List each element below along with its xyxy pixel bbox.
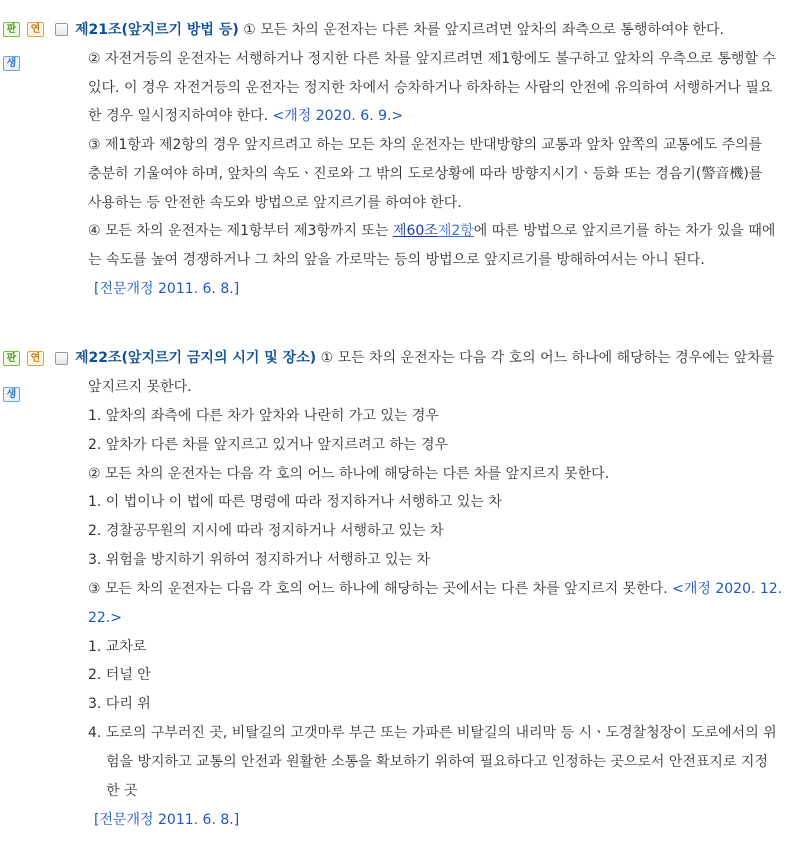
paragraph-line [88, 221, 775, 241]
article-title-line [75, 20, 724, 40]
item-text: 4. 도로의 구부러진 곳, 비탈길의 고갯마루 부근 또는 가파른 비탈길의 내리막 등 시ㆍ도경찰청장이 도로에서의 위 [88, 725, 777, 741]
item-text: 3. 위험을 방지하기 위하여 정지하거나 서행하고 있는 차 [88, 552, 431, 568]
amendment-note: <개정 2020. 12. [672, 581, 783, 597]
article-title[interactable]: 제22조(앞지르기 금지의 시기 및 장소) [75, 350, 317, 366]
item-text: 3. 다리 위 [88, 696, 151, 712]
paragraph-text: 충분히 기울여야 하며, 앞차의 속도ㆍ진로와 그 밖의 도로상황에 따라 방향지시기ㆍ등화 또는 경음기(警音機)를 [88, 166, 763, 182]
item-text: 험을 방지하고 교통의 안전과 원활한 소통을 확보하기 위하여 필요하다고 인정하는 곳으로서 안전표지로 지정 [106, 754, 768, 770]
amendment-note: 22.> [88, 610, 122, 626]
paragraph-text: 앞지르지 못한다. [88, 379, 192, 395]
full-amendment-note: [전문개정 2011. 6. 8.] [94, 281, 240, 297]
yeon-badge[interactable]: 연 [27, 22, 44, 37]
article-title[interactable]: 제21조(앞지르기 방법 등) [75, 22, 239, 38]
item-text: 1. 교차로 [88, 639, 147, 655]
article-checkbox[interactable] [55, 23, 68, 36]
paragraph-text: ③ 모든 차의 운전자는 다음 각 호의 어느 하나에 해당하는 곳에서는 다른 차를 앞지르지 못한다. [88, 581, 673, 597]
item-text: 1. 이 법이나 이 법에 따른 명령에 따라 정지하거나 서행하고 있는 차 [88, 494, 502, 510]
full-amendment-note: [전문개정 2011. 6. 8.] [94, 812, 240, 828]
item-text: 2. 경찰공무원의 지시에 따라 정지하거나 서행하고 있는 차 [88, 523, 444, 539]
paragraph-text: ① 모든 차의 운전자는 다음 각 호의 어느 하나에 해당하는 경우에는 앞차를 [316, 350, 775, 366]
pan-badge[interactable]: 판 [3, 22, 20, 37]
paragraph-text: 사용하는 등 안전한 속도와 방법으로 앞지르기를 하여야 한다. [88, 195, 462, 211]
pan-badge[interactable]: 판 [3, 351, 20, 366]
article-checkbox[interactable] [55, 352, 68, 365]
yeon-badge[interactable]: 연 [27, 351, 44, 366]
ref-paragraph-link[interactable]: 제2항 [437, 223, 474, 239]
item-text: 1. 앞차의 좌측에 다른 차가 앞차와 나란히 가고 있는 경우 [88, 408, 439, 424]
paragraph-text: ① 모든 차의 운전자는 다른 차를 앞지르려면 앞차의 좌측으로 통행하여야 한다. [238, 22, 724, 38]
item-text: 2. 터널 안 [88, 667, 151, 683]
paragraph-line [88, 579, 782, 599]
paragraph-text: 있다. 이 경우 자전거등의 운전자는 정지한 차에서 승차하거나 하차하는 사람의 안전에 유의하여 서행하거나 필요 [88, 80, 773, 96]
paragraph-text: 한 경우 일시정지하여야 한다. [88, 108, 273, 124]
saeng-badge[interactable]: 생 [3, 56, 20, 71]
paragraph-text: 에 따른 방법으로 앞지르기를 하는 차가 있을 때에 [473, 223, 776, 239]
paragraph-line [88, 106, 403, 126]
amendment-note: <개정 2020. 6. 9.> [272, 108, 404, 124]
paragraph-text: 는 속도를 높여 경쟁하거나 그 차의 앞을 가로막는 등의 방법으로 앞지르기를 방해하여서는 아니 된다. [88, 252, 705, 268]
article-title-line [75, 348, 774, 368]
paragraph-text: ② 자전거등의 운전자는 서행하거나 정지한 다른 차를 앞지르려면 제1항에도 불구하고 앞차의 우측으로 통행할 수 [88, 51, 776, 67]
item-text: 2. 앞차가 다른 차를 앞지르고 있거나 앞지르려고 하는 경우 [88, 437, 449, 453]
paragraph-text: ③ 제1항과 제2항의 경우 앞지르려고 하는 모든 차의 운전자는 반대방향의 교통과 앞차 앞쪽의 교통에도 주의를 [88, 137, 763, 153]
item-text: 한 곳 [106, 783, 138, 799]
paragraph-text: ② 모든 차의 운전자는 다음 각 호의 어느 하나에 해당하는 다른 차를 앞지르지 못한다. [88, 466, 610, 482]
saeng-badge[interactable]: 생 [3, 387, 20, 402]
paragraph-text: ④ 모든 차의 운전자는 제1항부터 제3항까지 또는 [88, 223, 393, 239]
ref-article-link[interactable]: 제60조 [392, 223, 438, 239]
